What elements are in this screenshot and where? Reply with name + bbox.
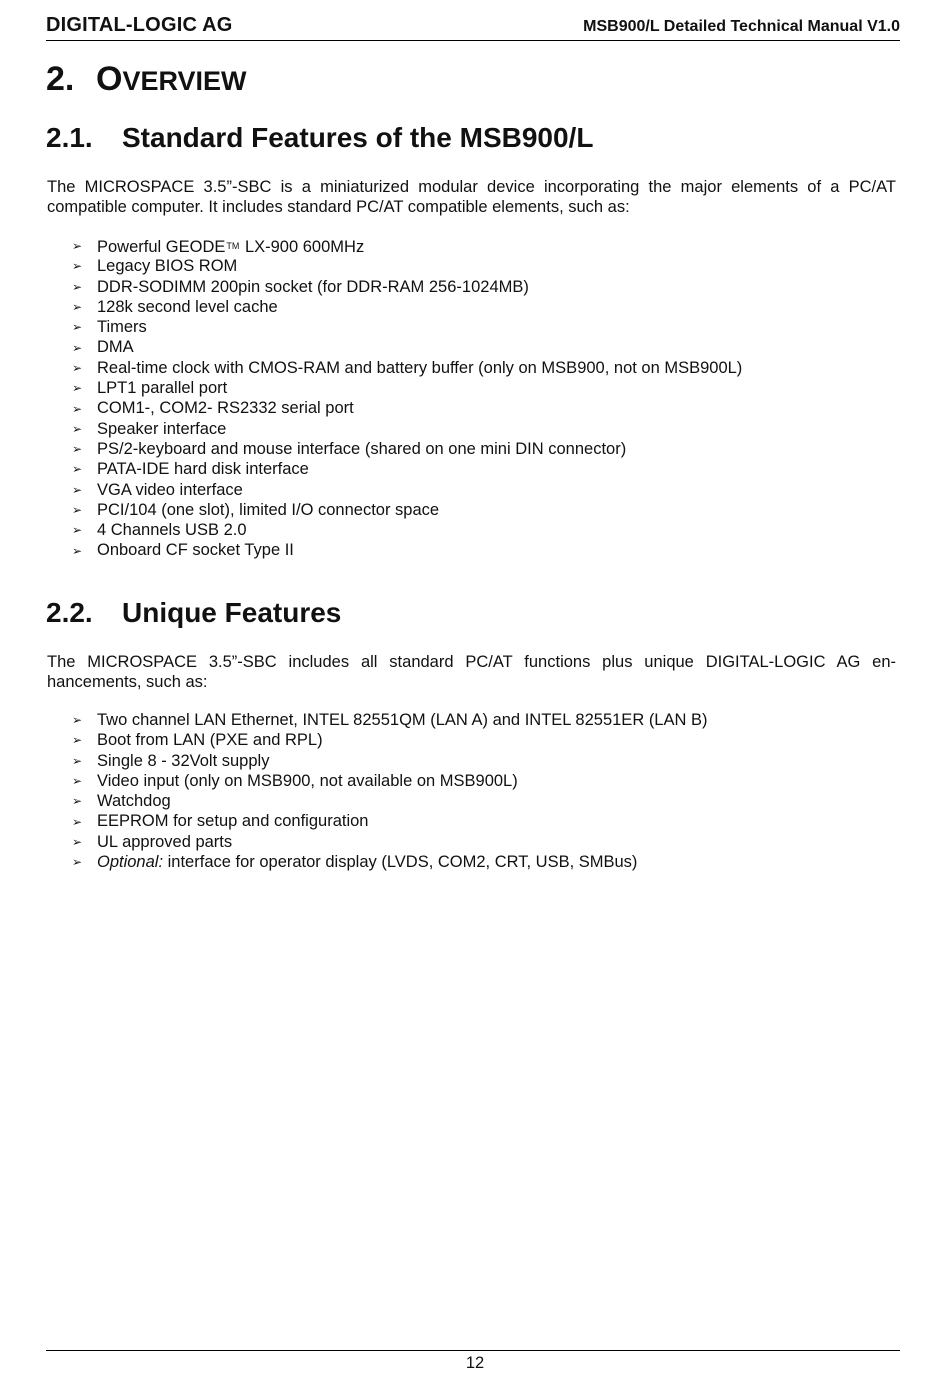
arrowhead-bullet-icon: ➢ xyxy=(72,814,83,829)
list-item xyxy=(72,811,708,831)
list-item xyxy=(72,398,742,418)
standard-features-list xyxy=(72,236,742,561)
list-item xyxy=(72,317,742,337)
chapter-title-initial: O xyxy=(96,60,123,98)
standard-features-intro: The MICROSPACE 3.5”-SBC is a miniaturized modular device incorporating the major elements of a PC/AT compatible computer. It includes standard PC/AT compatible elements, such as: xyxy=(47,178,896,217)
list-item-text: Boot from LAN (PXE and RPL) xyxy=(97,731,323,750)
page-number: 12 xyxy=(465,1354,485,1372)
list-item xyxy=(72,520,742,540)
list-item xyxy=(72,256,742,276)
section-heading-unique-features xyxy=(46,597,341,629)
list-item xyxy=(72,419,742,439)
list-item-text: DMA xyxy=(97,338,134,357)
list-item xyxy=(72,459,742,479)
company-name: DIGITAL-LOGIC AG xyxy=(46,14,233,36)
list-item xyxy=(72,439,742,459)
arrowhead-bullet-icon: ➢ xyxy=(72,239,83,254)
list-item xyxy=(72,297,742,317)
list-item-text: Single 8 - 32Volt supply xyxy=(97,751,270,770)
unique-features-list xyxy=(72,710,708,872)
list-item xyxy=(72,358,742,378)
arrowhead-bullet-icon: ➢ xyxy=(72,774,83,789)
arrowhead-bullet-icon: ➢ xyxy=(72,462,83,477)
list-item-text: PATA-IDE hard disk interface xyxy=(97,460,309,479)
list-item-text: VGA video interface xyxy=(97,480,243,499)
list-item xyxy=(72,236,742,256)
chapter-title-rest: VERVIEW xyxy=(122,66,247,96)
list-item-text: Powerful GEODETM LX-900 600MHz xyxy=(97,237,365,256)
arrowhead-bullet-icon: ➢ xyxy=(72,360,83,375)
arrowhead-bullet-icon: ➢ xyxy=(72,543,83,558)
list-item xyxy=(72,771,708,791)
list-item-text: PS/2-keyboard and mouse interface (shared on one mini DIN connector) xyxy=(97,439,627,458)
arrowhead-bullet-icon: ➢ xyxy=(72,259,83,274)
list-item-text: EEPROM for setup and configuration xyxy=(97,812,369,831)
list-item-text: Two channel LAN Ethernet, INTEL 82551QM (LAN A) and INTEL 82551ER (LAN B) xyxy=(97,711,708,729)
page-header xyxy=(46,14,900,41)
list-item-text: DDR-SODIMM 200pin socket (for DDR-RAM 256-1024MB) xyxy=(97,277,529,296)
section-title: Unique Features xyxy=(122,597,342,628)
arrowhead-bullet-icon: ➢ xyxy=(72,733,83,748)
document-title: MSB900/L Detailed Technical Manual V1.0 xyxy=(583,18,900,35)
list-item xyxy=(72,710,708,730)
list-item xyxy=(72,500,742,520)
arrowhead-bullet-icon: ➢ xyxy=(72,482,83,497)
arrowhead-bullet-icon: ➢ xyxy=(72,320,83,335)
list-item xyxy=(72,832,708,852)
list-item xyxy=(72,852,708,872)
arrowhead-bullet-icon: ➢ xyxy=(72,503,83,517)
arrowhead-bullet-icon: ➢ xyxy=(72,834,83,849)
section-number: 2.2. xyxy=(46,597,93,628)
list-item-text: Watchdog xyxy=(97,792,171,811)
list-item-text: Real-time clock with CMOS-RAM and battery buffer (only on MSB900, not on MSB900L) xyxy=(97,358,743,377)
section-number: 2.1. xyxy=(46,122,93,153)
list-item xyxy=(72,378,742,398)
optional-label: Optional: xyxy=(97,853,164,872)
list-item-text: Onboard CF socket Type II xyxy=(97,541,294,560)
unique-features-intro: The MICROSPACE 3.5”-SBC includes all standard PC/AT functions plus unique DIGITAL-LOGIC AG en-hancements, such as: xyxy=(47,653,896,692)
list-item xyxy=(72,791,708,811)
arrowhead-bullet-icon: ➢ xyxy=(72,523,83,538)
list-item-text: UL approved parts xyxy=(97,832,233,851)
list-item xyxy=(72,540,742,560)
chapter-heading xyxy=(46,60,246,99)
list-item-text: 128k second level cache xyxy=(97,297,278,316)
list-item-text: Legacy BIOS ROM xyxy=(97,257,238,276)
section-heading-standard-features xyxy=(46,122,593,154)
list-item xyxy=(72,751,708,771)
footer-rule xyxy=(46,1350,900,1351)
list-item xyxy=(72,277,742,297)
arrowhead-bullet-icon: ➢ xyxy=(72,279,83,294)
arrowhead-bullet-icon: ➢ xyxy=(72,855,83,870)
list-item-text: PCI/104 (one slot), limited I/O connector space xyxy=(97,500,440,519)
section-title: Standard Features of the MSB900/L xyxy=(122,122,594,153)
list-item-text: Timers xyxy=(97,318,147,337)
arrowhead-bullet-icon: ➢ xyxy=(72,753,83,768)
arrowhead-bullet-icon: ➢ xyxy=(72,381,83,396)
list-item-text: COM1-, COM2- RS2332 serial port xyxy=(97,399,354,418)
list-item xyxy=(72,337,742,357)
chapter-number: 2. xyxy=(46,60,75,98)
arrowhead-bullet-icon: ➢ xyxy=(72,794,83,809)
arrowhead-bullet-icon: ➢ xyxy=(72,340,83,355)
arrowhead-bullet-icon: ➢ xyxy=(72,300,83,315)
trademark-mark: TM xyxy=(226,240,240,251)
list-item-text: 4 Channels USB 2.0 xyxy=(97,521,247,540)
list-item-text: Video input (only on MSB900, not available on MSB900L) xyxy=(97,771,518,790)
list-item xyxy=(72,730,708,750)
arrowhead-bullet-icon: ➢ xyxy=(72,401,83,416)
list-item-text: Optional: interface for operator display (LVDS, COM2, CRT, USB, SMBus) xyxy=(97,853,638,872)
list-item-text: Speaker interface xyxy=(97,419,227,438)
list-item-text: LPT1 parallel port xyxy=(97,379,228,398)
arrowhead-bullet-icon: ➢ xyxy=(72,421,83,436)
arrowhead-bullet-icon: ➢ xyxy=(72,713,83,728)
list-item xyxy=(72,480,742,500)
arrowhead-bullet-icon: ➢ xyxy=(72,442,83,457)
